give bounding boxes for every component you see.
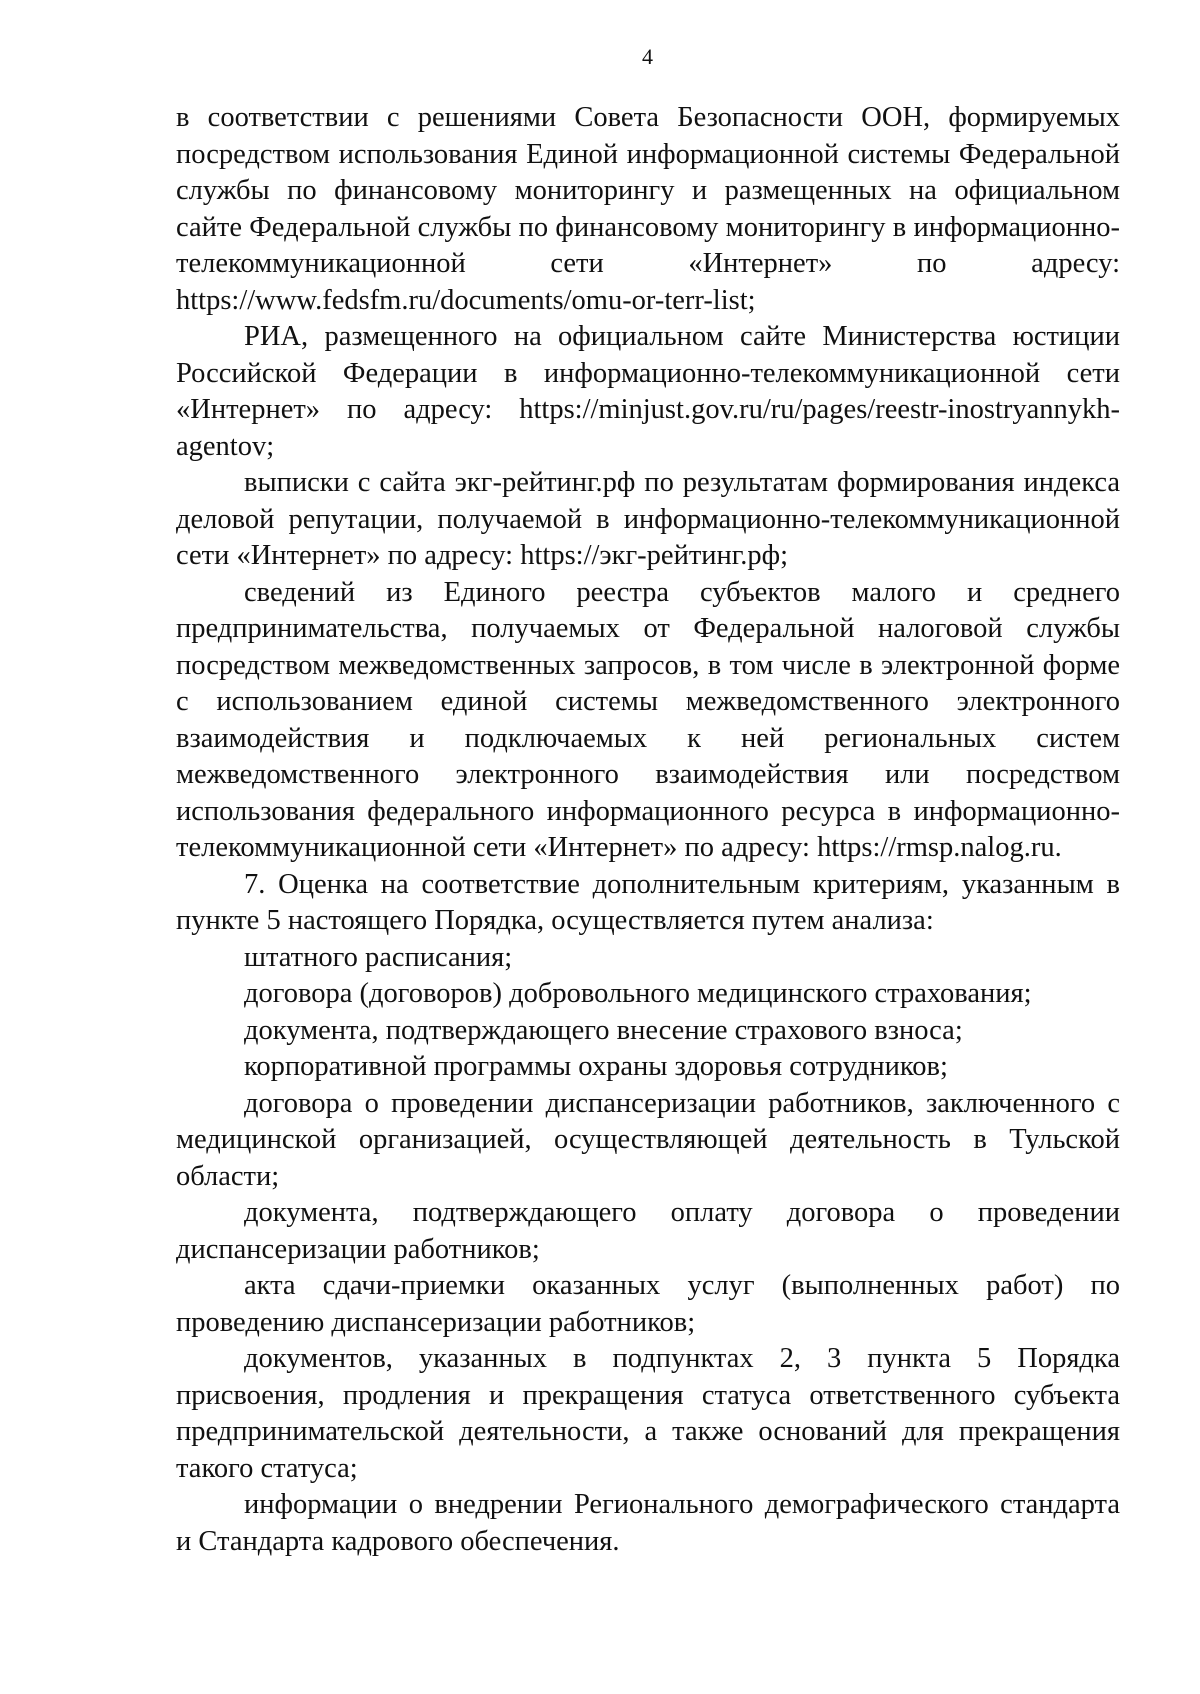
paragraph-fedsfm-list: в соответствии с решениями Совета Безопасности ООН, формируемых посредством использования Единой информационной системы Федеральной службы по финансовому мониторингу и размещенных на официальном сайте Федеральной службы по финансовому мониторингу в информационно-телекоммуникационной сети «Интернет» по адресу: https://www.fedsfm.ru/documents/omu-or-terr-list; [176,102,1120,316]
paragraph-ria-minjust: РИА, размещенного на официальном сайте Министерства юстиции Российской Федерации в информационно-телекоммуникационной сети «Интернет» по адресу: https://minjust.gov.ru/ru/pages/reestr-inostryannykh-agentov; [176,321,1120,462]
paragraph-item-7: 7. Оценка на соответствие дополнительным критериям, указанным в пункте 5 настоящего Порядка, осуществляется путем анализа: [176,868,1120,936]
list-item-health-program: корпоративной программы охраны здоровья сотрудников; [244,1051,948,1082]
list-item-insurance-payment: документа, подтверждающего внесение страхового взноса; [244,1014,963,1046]
paragraph-msp-registry: сведений из Единого реестра субъектов малого и среднего предпринимательства, получаемых от Федеральной налоговой службы посредством межведомственных запросов, в том числе в электронной форме с использованием единой системы межведомственного электронного взаимодействия и подключаемых к ней региональных систем межведомственного электронного взаимодействия или посредством использования федерального информационного ресурса в информационно-телекоммуникационной сети «Интернет» по адресу: https://rmsp.nalog.ru. [176,576,1120,863]
list-item-insurance-contract: договора (договоров) добровольного медицинского страхования; [244,978,1032,1009]
page-number: 4 [642,44,653,69]
paragraph-ekg-rating: выписки с сайта экг-рейтинг.рф по результатам формирования индекса деловой репутации, получаемой в информационно-телекоммуникационной сети «Интернет» по адресу: https://экг-рейтинг.рф; [176,467,1120,571]
list-item-staff-schedule: штатного расписания; [244,941,513,973]
list-item-acceptance-act: акта сдачи-приемки оказанных услуг (выполненных работ) по проведению диспансеризации работников; [176,1270,1120,1338]
list-item-demographic-standard: информации о внедрении Регионального демографического стандарта и Стандарта кадрового обеспечения. [176,1489,1120,1557]
list-item-checkup-contract: договора о проведении диспансеризации работников, заключенного с медицинской организацией, осуществляющей деятельность в Тульской области; [176,1087,1120,1192]
document-body [176,100,1120,1560]
list-item-status-documents: документов, указанных в подпунктах 2, 3 пункта 5 Порядка присвоения, продления и прекращения статуса ответственного субъекта предпринимательской деятельности, а также оснований для прекращения такого статуса; [176,1343,1120,1484]
list-item-checkup-payment: документа, подтверждающего оплату договора о проведении диспансеризации работников; [176,1197,1120,1265]
